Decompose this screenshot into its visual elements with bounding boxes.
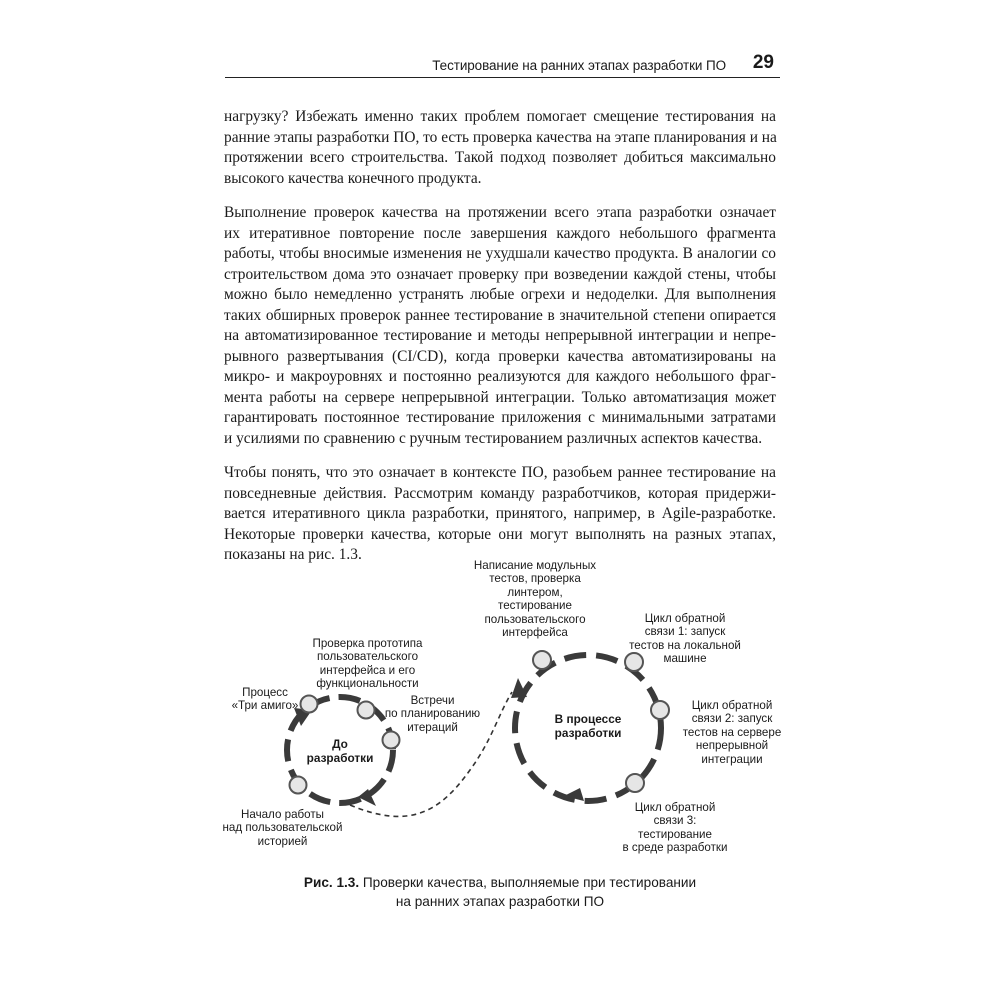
left-node-story-start [290,777,307,794]
center-label-line: разработки [554,726,622,740]
label-feedback-2 [672,699,792,766]
label-line: Цикл обратной [691,699,773,712]
text-line: и усилиями по сравнению с ручным тестированием различных аспектов качества. [224,429,763,447]
caption-line-1 [250,873,750,892]
paragraph-1 [224,107,776,189]
label-line: функциональности [316,677,419,691]
figure-caption [250,873,750,911]
text-line: Выполнение проверок качества на протяжении всего этапа разработки означает [224,204,776,221]
left-node-prototype [358,702,375,719]
label-line: в среде разработки [622,841,728,855]
label-line: Процесс [242,686,288,699]
label-line: пользовательского [484,612,586,626]
text-line: рывного развертывания (CI/CD), когда проверки качества автоматизированы на [224,347,776,365]
text-line: нагрузку? Избежать именно таких проблем помогает смещение тестирования на [224,108,776,125]
text-line: мента работы на сервере непрерывной интеграции. Только автоматизация может [224,388,776,406]
text-line: микро- и макроуровнях и постоянно реализуются для каждого небольшого фраг- [224,368,776,385]
label-planning-meetings [380,694,485,734]
label-line: интерфейса [502,626,568,640]
label-story-start [215,808,350,848]
header-rule [225,77,780,78]
text-line: показаны на рис. 1.3. [224,546,362,563]
text-line: строительством дома это означает проверку при возведении каждой стены, чтобы [224,265,776,283]
label-feedback-3 [615,801,735,855]
label-line: машине [663,652,707,666]
label-line: Проверка прототипа [312,637,423,650]
page-number: 29 [752,52,774,73]
label-line: связи 2: запуск [691,712,773,726]
center-label-line: До [332,737,348,751]
label-line: Встречи [410,694,455,707]
label-line: связи 3: [653,814,697,828]
text-line: протяжении всего строительства. Такой подход позволяет добиться максимально [224,149,776,166]
running-title: Тестирование на ранних этапах разработки ПО [432,58,726,73]
text-line: работы, чтобы вносимые изменения не ухудшали качество продукта. В аналогии со [224,245,776,262]
text-line: Чтобы понять, что это означает в контексте ПО, разобьем раннее тестирование на [224,464,776,481]
text-line: таких обширных проверок раннее тестирование в значительной степени опирается [224,306,776,324]
label-line: тестов, проверка [489,572,581,586]
label-line: Начало работы [241,808,324,821]
right-node-feedback-2 [651,701,669,719]
body-text [224,107,776,580]
caption-line-2: на ранних этапах разработки ПО [395,894,605,909]
text-line: можно было немедленно устранять любые огрехи и недоделки. Для выполнения [224,286,776,303]
label-line: Написание модульных [473,559,597,572]
text-line: ранние этапы разработки ПО, то есть проверка качества на этапе планирования и на [224,128,777,146]
label-line: линтером, [507,585,563,599]
label-line: интерфейса и его [319,663,416,677]
text-line: их итеративное повторение после завершения каждого небольшого фрагмента [224,224,776,242]
label-three-amigos [225,686,305,713]
label-line: над пользовательской [222,821,343,835]
label-line: историей [257,834,308,848]
text-line: гарантировать постоянное тестирование приложения с минимальными затратами [224,409,776,426]
label-line: по планированию [384,707,481,721]
center-label-line: В процессе [554,712,622,726]
label-line: тестирование [498,599,572,613]
label-line: тестов на сервере [682,725,782,739]
label-line: тестирование [638,827,712,841]
label-line: интеграции [701,752,763,766]
label-line: непрерывной [695,739,769,753]
right-node-feedback-3 [626,774,644,792]
text-line: Некоторые проверки качества, которые они могут выполнять на разных этапах, [224,525,776,543]
label-line: тестов на локальной [629,638,741,652]
label-prototype-check [300,637,435,691]
text-line: высокого качества конечного продукта. [224,169,482,187]
right-cycle-center-label [540,712,636,740]
label-feedback-1 [625,612,745,666]
text-line: вается итеративного цикла разработки, принятого, например, в Agile-разработке. [224,505,776,522]
label-line: связи 1: запуск [644,625,726,639]
text-line: на автоматизированное тестирование и методы непрерывной интеграции и непре- [224,327,776,344]
label-line: «Три амиго» [231,699,299,713]
label-line: Цикл обратной [634,801,716,814]
right-node-unit-tests [533,651,551,669]
label-unit-tests [470,559,600,639]
paragraph-2 [224,203,776,449]
left-cycle-center-label [305,737,375,765]
label-line: Цикл обратной [644,612,726,625]
figure-1-3 [200,550,800,880]
label-line: итераций [407,720,458,734]
center-label-line: разработки [306,751,374,765]
text-line: повседневные действия. Рассмотрим команду разработчиков, которая придержи- [224,484,776,502]
label-line: пользовательского [316,650,419,664]
caption-label: Рис. 1.3. [303,875,360,890]
caption-text: Проверки качества, выполняемые при тестировании [362,875,697,890]
